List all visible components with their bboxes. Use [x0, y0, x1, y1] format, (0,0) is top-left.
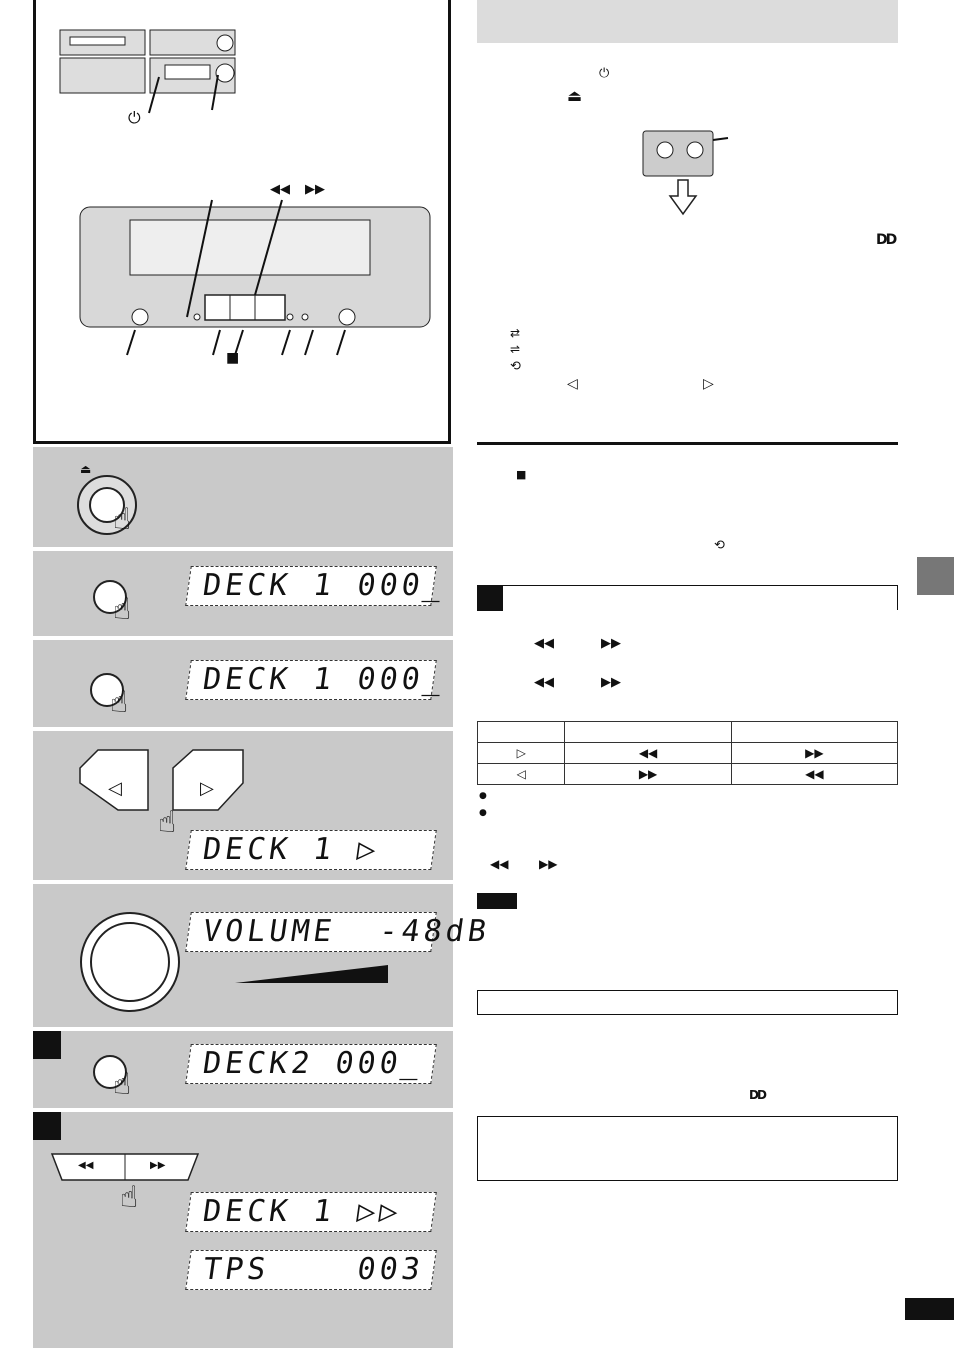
hand-icon: ☝: [158, 805, 177, 840]
volume-knob-inner: [90, 922, 170, 1002]
note-label-box: [477, 893, 517, 909]
display-volume: VOLUME -48dB: [185, 912, 437, 952]
step-number-box: [33, 1112, 61, 1140]
display-step3: DECK 1 000_: [185, 660, 437, 700]
info-box: [477, 1116, 898, 1181]
direction-table: [477, 721, 898, 785]
play-reverse-icon: ◁: [567, 376, 578, 392]
system-illustration: [55, 25, 245, 125]
step-number-box: [33, 1031, 61, 1059]
eject-icon: ⏏: [80, 462, 92, 476]
play-forward-button[interactable]: ▷: [200, 778, 214, 799]
table-cell: ◀◀: [565, 743, 731, 764]
table-row: [478, 743, 898, 764]
table-cell: ◁: [478, 764, 565, 785]
bullet-icon: ●: [479, 791, 487, 801]
eject-icon: ⏏: [567, 86, 583, 105]
display-step4: DECK 1 ▷: [185, 830, 437, 870]
bullet-icon: ●: [479, 808, 487, 818]
hand-icon: ☝: [113, 502, 132, 537]
fast-forward-icon: ▶▶: [305, 182, 325, 197]
stop-icon: ■: [226, 350, 240, 366]
rewind-button[interactable]: ◀◀: [78, 1160, 94, 1171]
table-cell: ▶▶: [731, 743, 897, 764]
continuous-mode-icon: ⟲: [510, 359, 521, 374]
rewind-icon: ◀◀: [490, 857, 509, 871]
hand-icon: ☝: [113, 1067, 132, 1102]
table-header-row: [478, 722, 898, 743]
table-cell: ◀◀: [731, 764, 897, 785]
hand-icon: ☝: [110, 685, 129, 720]
rew-ff-buttons: [50, 1152, 200, 1182]
fast-forward-icon: ▶▶: [539, 857, 558, 871]
stop-icon: ■: [516, 468, 527, 481]
one-side-mode-icon: ⇌: [510, 342, 521, 356]
deck-panel-illustration: [75, 175, 435, 365]
page-number-tab: [905, 1298, 954, 1320]
fast-wind-section-header: [477, 585, 898, 610]
display-ffwd: DECK 1 ▷▷: [185, 1192, 437, 1232]
rewind-icon: ◀◀: [270, 182, 290, 197]
dolby-icon: DD: [876, 232, 896, 248]
section-divider: [477, 442, 898, 445]
dolby-icon: DD: [749, 1088, 765, 1102]
cassette-illustration: [640, 128, 732, 218]
standby-icon: ⏻: [128, 108, 141, 127]
table-cell: ▶▶: [565, 764, 731, 785]
one-way-mode-icon: ⇄: [510, 326, 521, 340]
info-box: [477, 990, 898, 1015]
fast-forward-icon: ▶▶: [601, 636, 621, 651]
table-row: [478, 764, 898, 785]
chapter-tab: [917, 557, 954, 595]
play-reverse-button[interactable]: ◁: [108, 778, 122, 799]
rewind-icon: ◀◀: [534, 636, 554, 651]
section-number-box: [477, 585, 503, 611]
hand-icon: ☝: [120, 1180, 139, 1215]
fast-forward-button[interactable]: ▶▶: [150, 1160, 166, 1171]
volume-meter: [233, 962, 391, 986]
fast-forward-icon: ▶▶: [601, 675, 621, 690]
display-deck2: DECK2 000_: [185, 1044, 437, 1084]
rewind-icon: ◀◀: [534, 675, 554, 690]
table-cell: ▷: [478, 743, 565, 764]
hand-icon: ☝: [113, 592, 132, 627]
standby-icon: ⏻: [599, 66, 610, 81]
continuous-mode-icon: ⟲: [714, 538, 725, 553]
display-tps: TPS 003: [185, 1250, 437, 1290]
section-header-bar: [477, 0, 898, 43]
play-forward-icon: ▷: [703, 376, 714, 392]
display-step2: DECK 1 000_: [185, 566, 437, 606]
